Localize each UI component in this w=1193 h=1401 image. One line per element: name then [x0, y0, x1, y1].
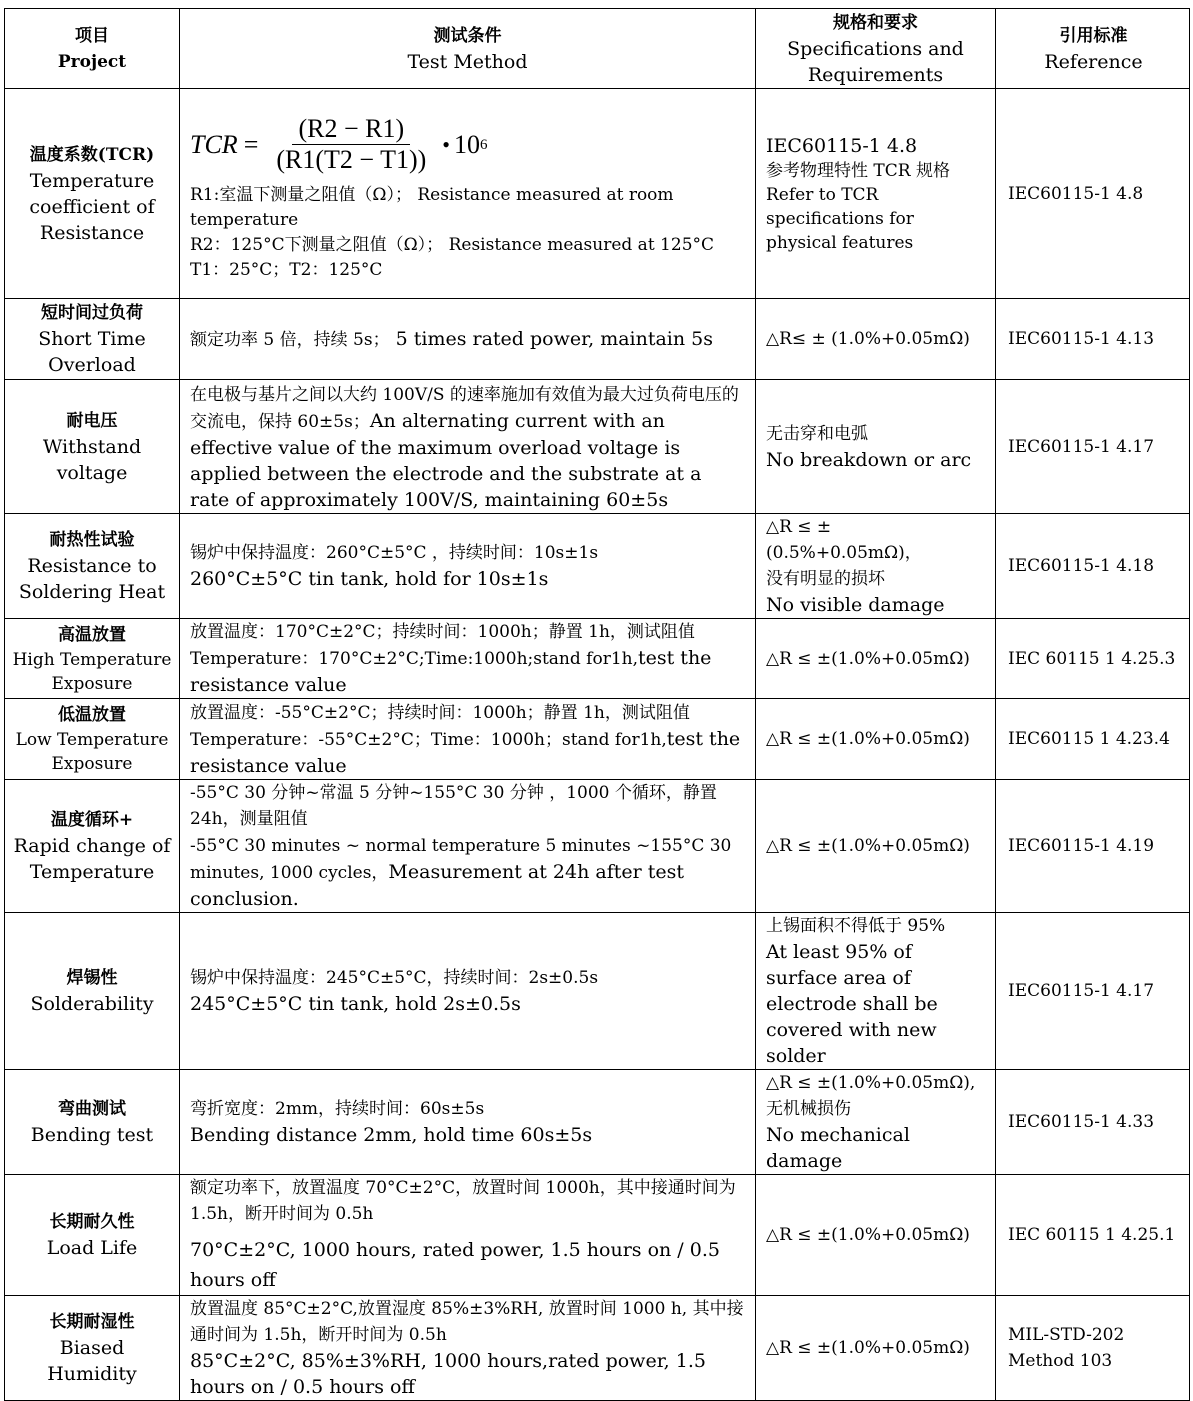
project-cell: 长期耐久性 Load Life	[5, 1175, 180, 1296]
spec-cell: 上锡面积不得低于 95% At least 95% of surface area of electrode shall be covered with new solder	[756, 913, 996, 1070]
spec-cell: △R ≤ ±(1.0%+0.05mΩ)	[756, 780, 996, 913]
reference-cell: IEC60115-1 4.19	[996, 780, 1190, 913]
spec-cell: IEC60115-1 4.8 参考物理特性 TCR 规格 Refer to TCR specifications for physical features	[756, 89, 996, 299]
project-cell: 弯曲测试 Bending test	[5, 1070, 180, 1175]
project-cell: 短时间过负荷 Short Time Overload	[5, 299, 180, 380]
spec-cell: △R ≤ ±(1.0%+0.05mΩ)	[756, 1296, 996, 1401]
spec-cell: △R ≤ ±(1.0%+0.05mΩ)	[756, 1175, 996, 1296]
header-reference: 引用标准 Reference	[996, 9, 1190, 89]
reference-cell: IEC60115-1 4.8	[996, 89, 1190, 299]
table-row-low-temperature	[5, 699, 1190, 780]
reference-cell: IEC60115-1 4.17	[996, 380, 1190, 514]
spec-cell: △R ≤ ±(1.0%+0.05mΩ)	[756, 619, 996, 699]
method-cell: TCR = $\frac{(R2 - R1)}{(R1(T2 - T1))}$ • 10 6 R1:室温下测量之阻值（Ω）； Resistance measured at room temperature R2：125°C下测量之阻值（Ω）； Resistance measured at 125°C T1：25°C；T2：125°C	[180, 89, 756, 299]
spec-cell: △R ≤ ±(1.0%+0.05mΩ)	[756, 699, 996, 780]
method-cell: -55°C 30 分钟~常温 5 分钟~155°C 30 分钟 ，1000 个循环，静置 24h，测量阻值 -55°C 30 minutes ~ normal temperature 5 minutes ~155°C 30 minutes, 1000 cycles，Measurement at 24h after test conclusion.	[180, 780, 756, 913]
reference-cell: MIL-STD-202 Method 103	[996, 1296, 1190, 1401]
table-row-rapid-change	[5, 780, 1190, 913]
reference-cell: IEC 60115 1 4.25.3	[996, 619, 1190, 699]
reference-cell: IEC 60115 1 4.25.1	[996, 1175, 1190, 1296]
table-row-tcr	[5, 89, 1190, 299]
test-spec-table	[4, 8, 1190, 1401]
reference-cell: IEC60115 1 4.23.4	[996, 699, 1190, 780]
method-cell: 额定功率下，放置温度 70°C±2°C，放置时间 1000h，其中接通时间为 1.5h，断开时间为 0.5h 70°C±2°C, 1000 hours, rated power, 1.5 hours on / 0.5 hours off	[180, 1175, 756, 1296]
spec-cell: △R ≤ ±(1.0%+0.05mΩ), 无机械损伤 No mechanical damage	[756, 1070, 996, 1175]
header-row	[5, 9, 1190, 89]
method-cell: 放置温度 85°C±2°C,放置湿度 85%±3%RH, 放置时间 1000 h, 其中接通时间为 1.5h，断开时间为 0.5h 85°C±2°C, 85%±3%RH, 1000 hours,rated power, 1.5 hours on / 0.5 hours off	[180, 1296, 756, 1401]
header-project: 项目 Project	[5, 9, 180, 89]
formula-fraction: $\frac{(R2 - R1)}{(R1(T2 - T1))}$	[276, 114, 427, 174]
method-cell: 放置温度：-55°C±2°C；持续时间：1000h；静置 1h，测试阻值 Temperature：-55°C±2°C；Time：1000h；stand for1h,test the resistance value	[180, 699, 756, 780]
project-cell: 焊锡性 Solderability	[5, 913, 180, 1070]
reference-cell: IEC60115-1 4.17	[996, 913, 1190, 1070]
project-cell: 温度循环+ Rapid change of Temperature	[5, 780, 180, 913]
header-specifications: 规格和要求 Specifications and Requirements	[756, 9, 996, 89]
reference-cell: IEC60115-1 4.18	[996, 514, 1190, 619]
method-cell: 弯折宽度：2mm，持续时间：60s±5s Bending distance 2mm, hold time 60s±5s	[180, 1070, 756, 1175]
project-cell: 耐电压 Withstand voltage	[5, 380, 180, 514]
method-cell: 锡炉中保持温度：245°C±5°C，持续时间：2s±0.5s 245°C±5°C tin tank, hold 2s±0.5s	[180, 913, 756, 1070]
method-cell: 额定功率 5 倍，持续 5s； 5 times rated power, maintain 5s	[180, 299, 756, 380]
table-row-biased-humidity	[5, 1296, 1190, 1401]
project-cell: 温度系数(TCR) Temperature coefficient of Resistance	[5, 89, 180, 299]
table-row-high-temperature	[5, 619, 1190, 699]
project-cell: 长期耐湿性 Biased Humidity	[5, 1296, 180, 1401]
table-row-short-time-overload	[5, 299, 1190, 380]
table-row-soldering-heat	[5, 514, 1190, 619]
table-row-load-life	[5, 1175, 1190, 1296]
spec-cell: 无击穿和电弧 No breakdown or arc	[756, 380, 996, 514]
method-cell: 在电极与基片之间以大约 100V/S 的速率施加有效值为最大过负荷电压的交流电，保持 60±5s；An alternating current with an effective value of the maximum overload voltage is applied between the electrode and the substrate at a rate of approximately 100V/S, maintaining 60±5s	[180, 380, 756, 514]
method-cell: 锡炉中保持温度：260°C±5°C ，持续时间：10s±1s 260°C±5°C tin tank, hold for 10s±1s	[180, 514, 756, 619]
project-cell: 耐热性试验 Resistance to Soldering Heat	[5, 514, 180, 619]
method-cell: 放置温度：170°C±2°C；持续时间：1000h；静置 1h，测试阻值 Temperature：170°C±2°C;Time:1000h;stand for1h,test the resistance value	[180, 619, 756, 699]
spec-cell: △R ≤ ±(0.5%+0.05mΩ)， 没有明显的损坏 No visible damage	[756, 514, 996, 619]
reference-cell: IEC60115-1 4.13	[996, 299, 1190, 380]
spec-cell: △R≤ ± (1.0%+0.05mΩ)	[756, 299, 996, 380]
project-cell: 低温放置 Low Temperature Exposure	[5, 699, 180, 780]
reference-cell: IEC60115-1 4.33	[996, 1070, 1190, 1175]
table-row-withstand-voltage	[5, 380, 1190, 514]
table-row-solderability	[5, 913, 1190, 1070]
project-cell: 高温放置 High Temperature Exposure	[5, 619, 180, 699]
tcr-formula: TCR = $\frac{(R2 - R1)}{(R1(T2 - T1))}$ • 10 6	[190, 114, 488, 174]
table-row-bending-test	[5, 1070, 1190, 1175]
header-test-method: 测试条件 Test Method	[180, 9, 756, 89]
